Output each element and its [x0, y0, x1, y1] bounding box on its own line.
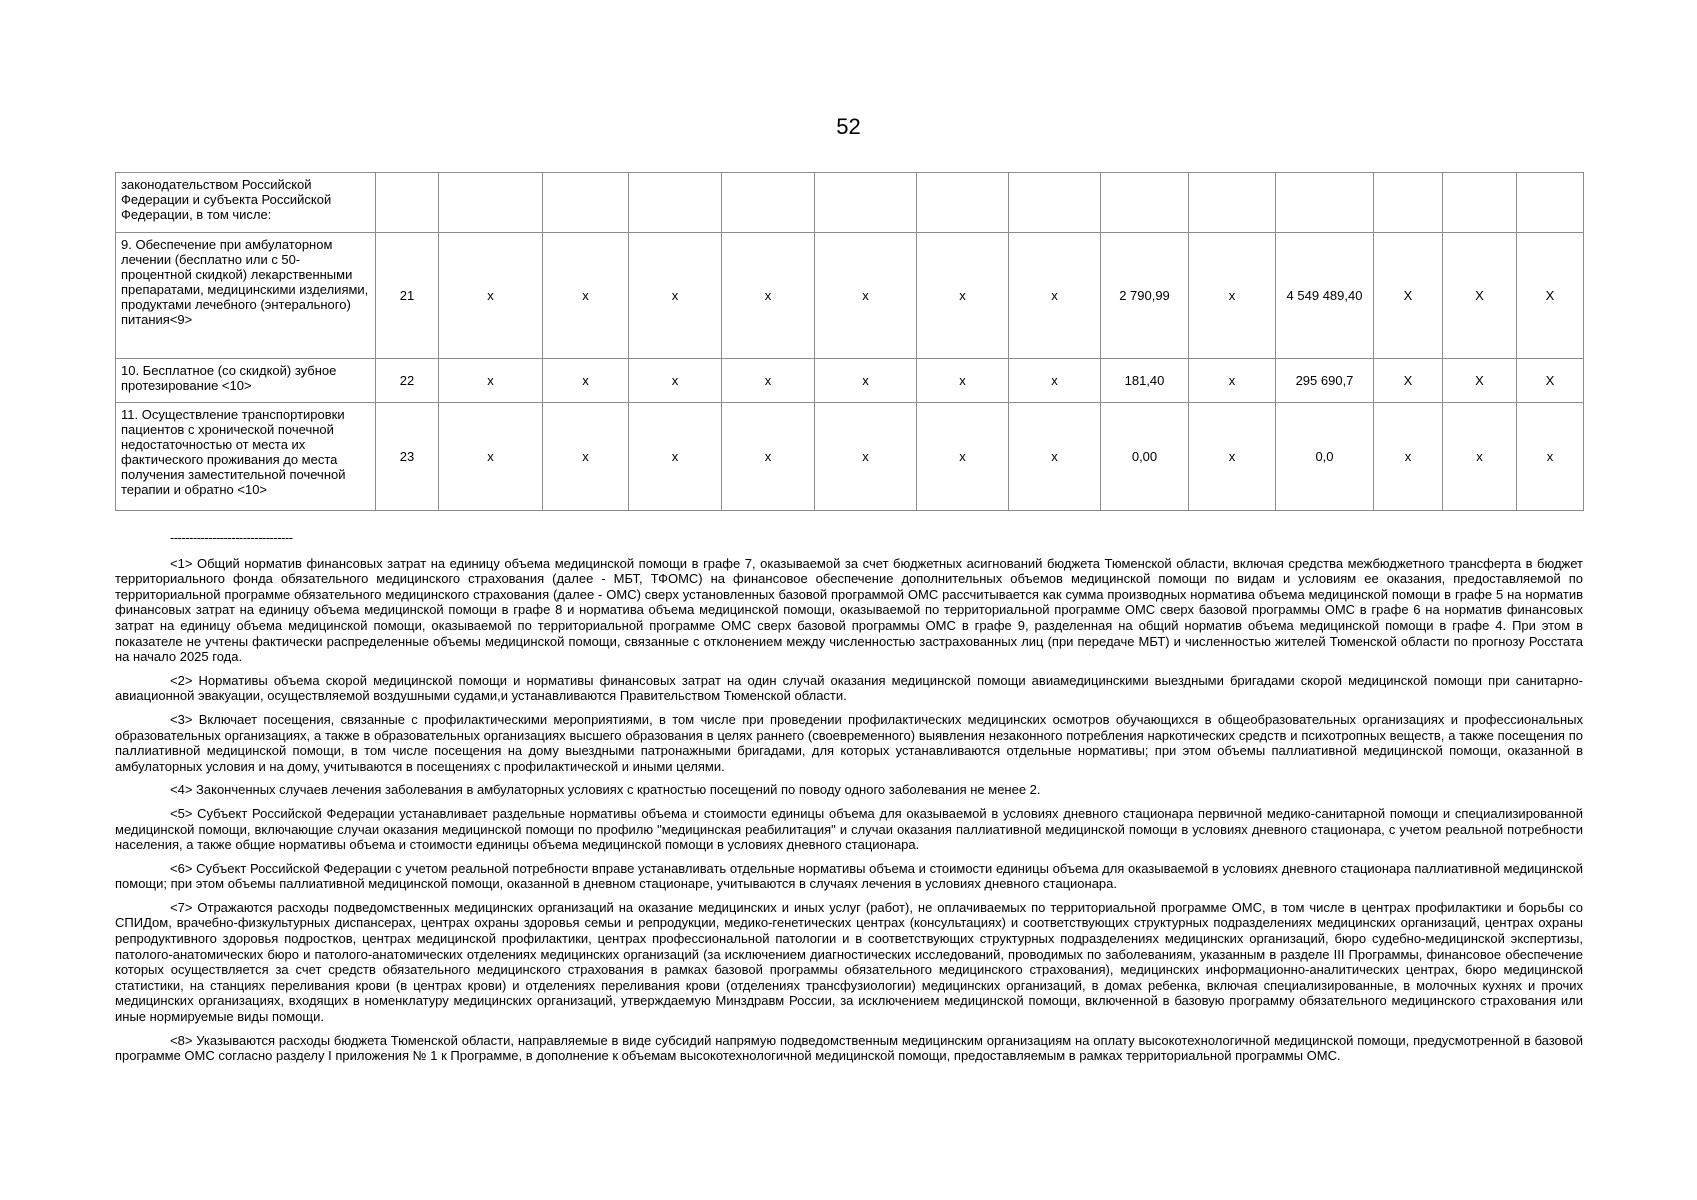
table-cell: x — [439, 233, 543, 359]
table-cell — [1189, 173, 1276, 233]
row-name-cell: 9. Обеспечение при амбулаторном лечении (бесплатно или с 50-процентной скидкой) лекарственными препаратами, медицинскими изделиями, продуктами лечебного (энтерального) питания<9> — [116, 233, 376, 359]
table-cell: x — [629, 233, 722, 359]
table-cell: x — [1009, 403, 1101, 511]
table-cell — [1517, 173, 1584, 233]
table-cell — [629, 173, 722, 233]
table-cell: x — [1189, 403, 1276, 511]
footnote-item: <2> Нормативы объема скорой медицинской помощи и нормативы финансовых затрат на один случай оказания медицинской помощи авиамедицинскими выездными бригадами скорой медицинской помощи при санитарно-авиационной эвакуации, осуществляемой воздушными судами,и устанавливаются Правительством Тюменской области. — [115, 672, 1583, 704]
table-cell: x — [439, 403, 543, 511]
row-name-cell: 10. Бесплатное (со скидкой) зубное протезирование <10> — [116, 359, 376, 403]
footnote-item: <8> Указываются расходы бюджета Тюменской области, направляемые в виде субсидий напрямую подведомственным медицинским организациям на оплату высокотехнологичной медицинской помощи, предусмотренной в базовой программе ОМС согласно разделу I приложения № 1 к Программе, в дополнение к объемам высокотехнологичной медицинской помощи, предоставляемым в рамках территориальной программы ОМС. — [115, 1032, 1583, 1064]
table-cell — [815, 173, 917, 233]
table-cell: x — [439, 359, 543, 403]
table-cell: x — [629, 359, 722, 403]
normatives-table — [115, 172, 1584, 511]
row-name-cell: 11. Осуществление транспортировки пациентов с хронической почечной недостаточностью от места их фактического проживания до места получения заместительной почечной терапии и обратно <10> — [116, 403, 376, 511]
table-row — [116, 403, 1584, 511]
table-cell: x — [722, 403, 815, 511]
footnote-item: <5> Субъект Российской Федерации устанавливает раздельные нормативы объема и стоимости единицы объема для оказываемой в условиях дневного стационара первичной медико-санитарной помощи и специализированной медицинской помощи, включающие случаи оказания медицинской помощи по профилю "медицинская реабилитация" и случаи оказания паллиативной медицинской помощи в условиях дневного стационара, с учетом реальной потребности населения, а также общие нормативы объема и стоимости единицы объема медицинской помощи в условиях дневного стационара. — [115, 805, 1583, 853]
table-cell: x — [722, 233, 815, 359]
table-cell — [1443, 173, 1517, 233]
table-cell: 4 549 489,40 — [1276, 233, 1374, 359]
table-row — [116, 173, 1584, 233]
table-cell: x — [815, 359, 917, 403]
table-cell: x — [1009, 233, 1101, 359]
table-cell: X — [1517, 359, 1584, 403]
table-row — [116, 359, 1584, 403]
table-cell: 2 790,99 — [1101, 233, 1189, 359]
table-cell — [376, 173, 439, 233]
table-cell: x — [1189, 233, 1276, 359]
table-cell: X — [1443, 233, 1517, 359]
table-cell — [543, 173, 629, 233]
table-cell: X — [1374, 359, 1443, 403]
footnote-item: <1> Общий норматив финансовых затрат на единицу объема медицинской помощи в графе 7, оказываемой за счет бюджетных асигнований бюджета Тюменской области, включая средства межбюджетного трансферта в бюджет территориального фонда обязательного медицинского страхования (далее - МБТ, ТФОМС) на финансовое обеспечение дополнительных объемов медицинской помощи по видам и условиям ее оказания, предоставляемой по территориальной программе обязательного медицинского страхования (далее - ОМС) сверх установленных базовой программой ОМС рассчитывается как сумма производных норматива объема медицинской помощи в графе 5 на норматив финансовых затрат на единицу объема медицинской помощи в графе 8 и норматива объема медицинской помощи, оказываемой по территориальной программе ОМС сверх базовой программы ОМС в графе 6 на норматив финансовых затрат на единицу объема медицинской помощи, оказываемой по территориальной программе ОМС сверх базовой программы ОМС в графе 9, разделенная на общий норматив объема медицинской помощи в графе 4. При этом в показателе не учтены фактически распределенные объемы медицинской помощи, связанные с отклонением между численностью застрахованных лиц (при передаче МБТ) и численностью жителей Тюменской области по прогнозу Росстата на начало 2025 года. — [115, 555, 1583, 665]
table-cell: 23 — [376, 403, 439, 511]
table-cell — [1101, 173, 1189, 233]
table-cell — [1009, 173, 1101, 233]
table-cell: x — [917, 403, 1009, 511]
table-cell — [722, 173, 815, 233]
footnote-item: <6> Субъект Российской Федерации с учетом реальной потребности вправе устанавливать отдельные нормативы объема и стоимости единицы объема для оказываемой в условиях дневного стационара паллиативной медицинской помощи; при этом объемы паллиативной медицинской помощи, оказанной в дневном стационаре, учитываются в случаях лечения в условиях дневного стационара. — [115, 860, 1583, 892]
table-cell: x — [1009, 359, 1101, 403]
table-cell: 181,40 — [1101, 359, 1189, 403]
table-cell: x — [543, 233, 629, 359]
table-cell: x — [543, 359, 629, 403]
footnotes — [115, 530, 1583, 1072]
row-name-cell: законодательством Российской Федерации и субъекта Российской Федерации, в том числе: — [116, 173, 376, 233]
table-cell — [439, 173, 543, 233]
footnote-separator: -------------------------------- — [170, 530, 293, 545]
table-cell: x — [1374, 403, 1443, 511]
table-cell — [1276, 173, 1374, 233]
table-cell: x — [815, 403, 917, 511]
table-cell: x — [815, 233, 917, 359]
table-cell: x — [1443, 403, 1517, 511]
table-cell: x — [543, 403, 629, 511]
table-cell — [1374, 173, 1443, 233]
table-cell: 0,00 — [1101, 403, 1189, 511]
table-cell: 295 690,7 — [1276, 359, 1374, 403]
footnote-item: <7> Отражаются расходы подведомственных медицинских организаций на оказание медицинских и иных услуг (работ), не оплачиваемых по территориальной программе ОМС, в том числе в центрах профилактики и борьбы со СПИДом, врачебно-физкультурных диспансерах, центрах охраны здоровья семьи и репродукции, медико-генетических центрах (консультациях) и соответствующих структурных подразделениях медицинских организаций, центрах охраны репродуктивного здоровья подростков, центрах медицинской профилактики, центрах профессиональной патологии и в соответствующих структурных подразделениях медицинских организаций, бюро судебно-медицинской экспертизы, патолого-анатомических бюро и патолого-анатомических отделениях медицинских организаций (за исключением диагностических исследований, проводимых по заболеваниям, указанным в разделе III Программы, финансовое обеспечение которых осуществляется за счет средств обязательного медицинского страхования в рамках базовой программы обязательного медицинского страхования), медицинских информационно-аналитических центрах, бюро медицинской статистики, на станциях переливания крови (в центрах крови) и отделениях переливания крови (отделениях трансфузиологии) медицинских организаций, в домах ребенка, включая специализированные, в молочных кухнях и прочих медицинских организациях, входящих в номенклатуру медицинских организаций, утверждаемую Минздравм России, за исключением медицинской помощи, включенной в базовую программу обязательного медицинского страхования или иные нормируемые виды помощи. — [115, 899, 1583, 1025]
table-row — [116, 233, 1584, 359]
footnote-item: <3> Включает посещения, связанные с профилактическими мероприятиями, в том числе при проведении профилактических медицинских осмотров обучающихся в общеобразовательных организациях и профессиональных образовательных организациях, а также в образовательных организациях высшего образования в целях раннего (своевременного) выявления незаконного потребления наркотических средств и психотропных веществ, а также посещения по паллиативной медицинской помощи, в том числе посещения на дому выездными патронажными бригадами, для которых устанавливаются отдельные нормативы; при этом объемы паллиативной медицинской помощи, оказанной в амбулаторных условия и на дому, учитываются в посещениях с профилактической и иными целями. — [115, 711, 1583, 774]
table-cell: 0,0 — [1276, 403, 1374, 511]
table-cell: x — [1189, 359, 1276, 403]
table-cell: x — [629, 403, 722, 511]
table-cell — [917, 173, 1009, 233]
table-cell: 21 — [376, 233, 439, 359]
page-number: 52 — [836, 114, 861, 139]
footnote-item: <4> Законченных случаев лечения заболевания в амбулаторных условиях с кратностью посещений по поводу одного заболевания не менее 2. — [170, 782, 1041, 798]
table-cell: 22 — [376, 359, 439, 403]
table-cell: X — [1374, 233, 1443, 359]
table-cell: X — [1443, 359, 1517, 403]
table-cell: x — [917, 233, 1009, 359]
table-cell: x — [1517, 403, 1584, 511]
table-cell: x — [722, 359, 815, 403]
table-cell: X — [1517, 233, 1584, 359]
table-cell: x — [917, 359, 1009, 403]
